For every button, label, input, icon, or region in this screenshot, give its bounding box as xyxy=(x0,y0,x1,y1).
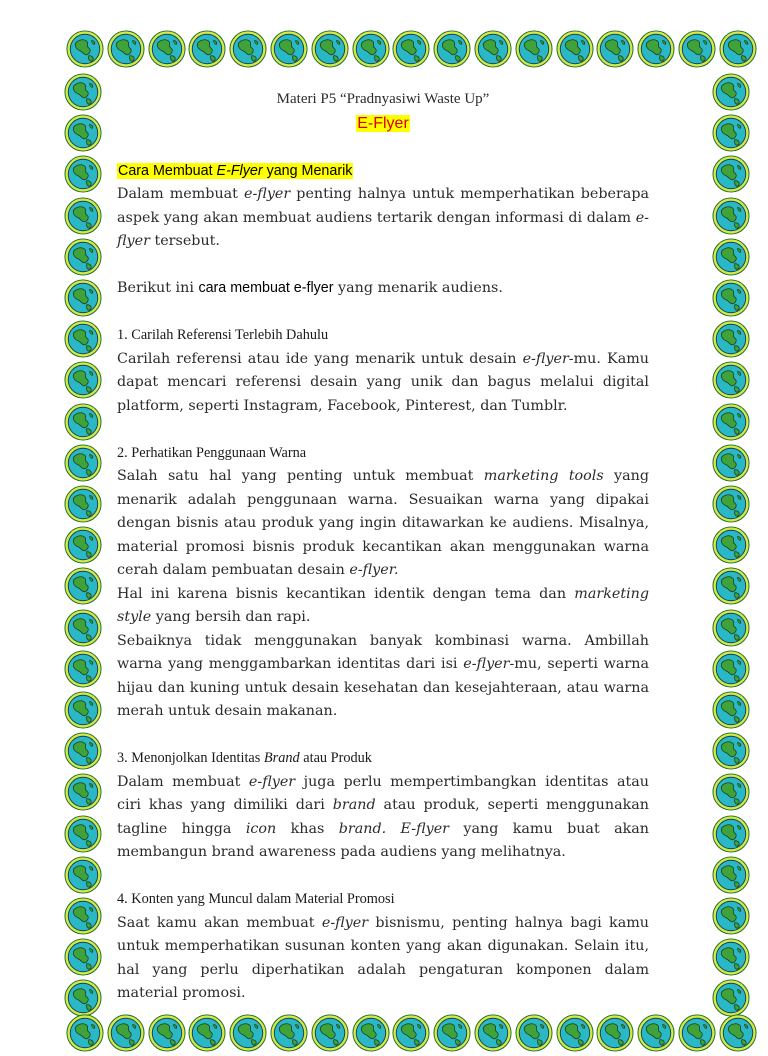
globe-icon xyxy=(678,1014,716,1052)
globe-icon xyxy=(712,897,750,935)
globe-icon xyxy=(64,526,102,564)
intro-heading-italic: E-Flyer xyxy=(216,162,263,179)
globe-icon xyxy=(270,30,308,68)
globe-icon xyxy=(107,1014,145,1052)
globe-icon xyxy=(64,279,102,317)
globe-icon xyxy=(352,30,390,68)
globe-icon xyxy=(64,361,102,399)
section-4-paragraph: Saat kamu akan membuat e-flyer bisnismu, penting halnya bagi kamu untuk memperhatikan susunan konten yang akan digunakan. Selain itu, hal yang perlu diperhatikan adalah pengaturan komponen dalam material promosi. xyxy=(117,914,649,1001)
globe-icon xyxy=(719,30,757,68)
globe-icon xyxy=(712,444,750,482)
globe-icon xyxy=(64,897,102,935)
globe-icon xyxy=(66,1014,104,1052)
globe-icon xyxy=(712,403,750,441)
globe-icon xyxy=(515,1014,553,1052)
globe-icon xyxy=(64,691,102,729)
globe-icon xyxy=(556,1014,594,1052)
globe-icon xyxy=(229,30,267,68)
globe-icon xyxy=(712,114,750,152)
globe-icon xyxy=(64,938,102,976)
globe-icon xyxy=(64,403,102,441)
intro-paragraph: Dalam membuat e-flyer penting halnya untuk memperhatikan beberapa aspek yang akan membuat audiens tertarik dengan informasi di dalam e-flyer tersebut. xyxy=(117,186,649,249)
globe-icon xyxy=(433,30,471,68)
globe-icon xyxy=(712,485,750,523)
globe-icon xyxy=(64,485,102,523)
globe-icon xyxy=(64,856,102,894)
subtitle-text: E-Flyer xyxy=(357,114,409,132)
globe-icon xyxy=(712,279,750,317)
intro-heading xyxy=(117,160,649,184)
globe-icon xyxy=(392,30,430,68)
globe-icon xyxy=(148,30,186,68)
globe-icon xyxy=(678,30,716,68)
globe-icon xyxy=(64,979,102,1017)
document-subtitle xyxy=(117,112,649,137)
globe-icon xyxy=(311,1014,349,1052)
section-3-heading: 3. Menonjolkan Identitas Brand atau Produk xyxy=(117,750,372,766)
section-2-heading: 2. Perhatikan Penggunaan Warna xyxy=(117,444,307,461)
document-title: Materi P5 “Pradnyasiwi Waste Up” xyxy=(276,91,490,107)
globe-icon xyxy=(474,1014,512,1052)
globe-icon xyxy=(64,238,102,276)
globe-icon xyxy=(515,30,553,68)
globe-icon xyxy=(712,938,750,976)
globe-icon xyxy=(188,30,226,68)
globe-icon xyxy=(712,773,750,811)
intro-heading-part: Cara Membuat xyxy=(118,162,217,179)
globe-icon xyxy=(712,320,750,358)
globe-icon xyxy=(148,1014,186,1052)
globe-icon xyxy=(433,1014,471,1052)
globe-icon xyxy=(64,567,102,605)
globe-icon xyxy=(712,609,750,647)
globe-icon xyxy=(66,30,104,68)
globe-icon xyxy=(311,30,349,68)
globe-icon xyxy=(64,320,102,358)
globe-icon xyxy=(637,1014,675,1052)
globe-icon xyxy=(596,30,634,68)
globe-icon xyxy=(712,197,750,235)
globe-icon xyxy=(712,238,750,276)
globe-icon xyxy=(712,691,750,729)
globe-icon xyxy=(712,979,750,1017)
globe-icon xyxy=(719,1014,757,1052)
globe-icon xyxy=(712,856,750,894)
section-3-paragraph: Dalam membuat e-flyer juga perlu mempertimbangkan identitas atau ciri khas yang dimiliki dari brand atau produk, seperti menggunakan tagline hingga icon khas brand. E-flyer yang kamu buat akan membangun brand awareness pada audiens yang melihatnya. xyxy=(117,773,650,860)
globe-icon xyxy=(712,361,750,399)
globe-icon xyxy=(712,732,750,770)
globe-icon xyxy=(107,30,145,68)
globe-icon xyxy=(64,197,102,235)
globe-icon xyxy=(64,650,102,688)
globe-icon xyxy=(712,650,750,688)
globe-icon xyxy=(64,155,102,193)
globe-icon xyxy=(637,30,675,68)
section-1-heading: 1. Carilah Referensi Terlebih Dahulu xyxy=(117,327,329,343)
globe-icon xyxy=(64,815,102,853)
globe-icon xyxy=(712,526,750,564)
globe-icon xyxy=(188,1014,226,1052)
globe-icon xyxy=(712,567,750,605)
globe-icon xyxy=(64,73,102,111)
globe-icon xyxy=(556,30,594,68)
globe-icon xyxy=(392,1014,430,1052)
globe-icon xyxy=(64,609,102,647)
document-body xyxy=(117,88,649,1006)
intro-heading-part: yang Menarik xyxy=(262,162,353,179)
globe-icon xyxy=(596,1014,634,1052)
section-1-paragraph: Carilah referensi atau ide yang menarik untuk desain e-flyer-mu. Kamu dapat mencari referensi desain yang unik dan bagus melalui digital platform, seperti Instagram, Facebook, Pinterest, dan Tumblr. xyxy=(117,350,649,414)
globe-icon xyxy=(712,815,750,853)
globe-icon xyxy=(64,773,102,811)
intro-lead: Berikut ini cara membuat e-flyer yang menarik audiens. xyxy=(117,280,503,296)
globe-icon xyxy=(712,155,750,193)
section-2-paragraph-1: Salah satu hal yang penting untuk membuat marketing tools yang menarik adalah penggunaan warna. Sesuaikan warna yang dipakai dengan bisnis atau produk yang ingin ditawarkan ke audiens. Misalnya, material promosi bisnis produk kecantikan akan menggunakan warna cerah dalam pembuatan desain e-flyer. xyxy=(117,468,649,578)
globe-icon xyxy=(64,444,102,482)
section-4-heading: 4. Konten yang Muncul dalam Material Promosi xyxy=(117,891,395,907)
globe-icon xyxy=(270,1014,308,1052)
globe-icon xyxy=(64,114,102,152)
section-2-paragraph-3: Sebaiknya tidak menggunakan banyak kombinasi warna. Ambillah warna yang menggambarkan identitas dari isi e-flyer-mu, seperti warna hijau dan kuning untuk desain kesehatan dan kesejahteraan, atau warna merah untuk desain makanan. xyxy=(117,632,650,719)
globe-icon xyxy=(352,1014,390,1052)
globe-icon xyxy=(64,732,102,770)
globe-icon xyxy=(229,1014,267,1052)
globe-icon xyxy=(712,73,750,111)
section-2-paragraph-2: Hal ini karena bisnis kecantikan identik dengan tema dan marketing style yang bersih dan rapi. xyxy=(117,585,649,625)
globe-icon xyxy=(474,30,512,68)
